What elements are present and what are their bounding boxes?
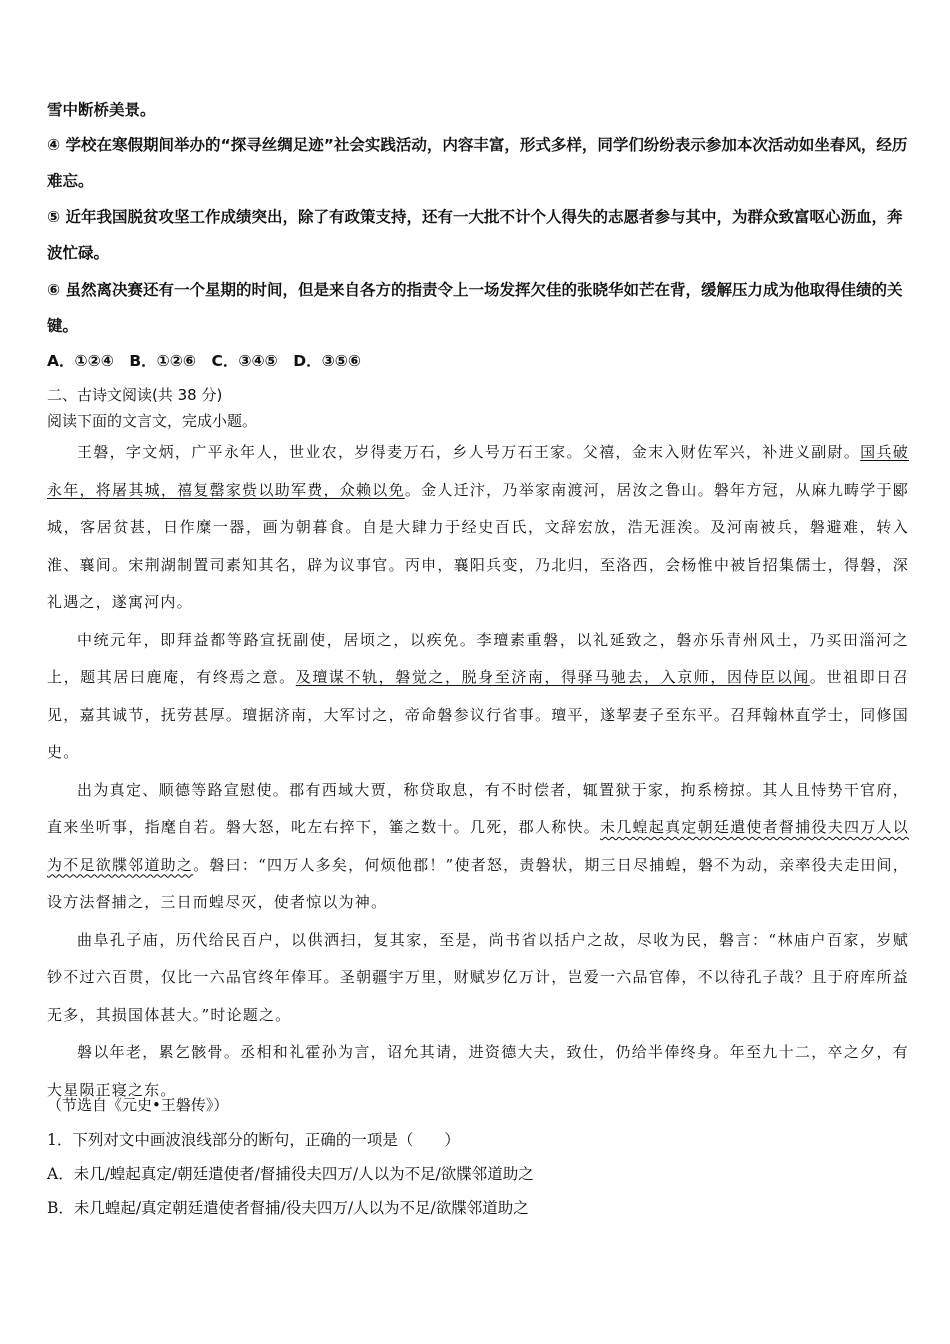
passage-paragraph-4: 曲阜孔子庙，历代给民百户，以供洒扫，复其家，至是，尚书省以括户之故，尽收为民，磐言：“林庙户百家，岁赋钞不过六百贯，仅比一六品官终年俸耳。圣朝疆宇万里，财赋岁亿万计，岂爱一六品官俸，不以待孔子哉？且于府库所益无多，其损国体甚大。”时论题之。 [47, 930, 909, 1024]
p3-text-b: 。磐曰：“四万人多矣，何烦他郡！”使者怒，责磐状，期三日尽捕蝗，磐不为动，亲率役夫走田间，设方法督捕之，三日而蝗尽灭，使者惊以为神。 [47, 855, 909, 911]
p2-underlined-sentence: 及璮谋不轨，磐觉之，脱身至济南，得驿马驰去，入京师，因侍臣以闻 [295, 668, 810, 686]
p2-text-b: 。世祖即日召见，嘉其诚节，抚劳甚厚。璮据济南，大军讨之，帝命磐参议行省事。璮平，遂挈妻子至东平。召拜翰林直学士，同修国史。 [47, 668, 909, 761]
passage-paragraph-2 [47, 622, 909, 772]
passage-paragraph-1 [47, 434, 909, 622]
prev-item-5: ⑤ 近年我国脱贫攻坚工作成绩突出，除了有政策支持，还有一大批不计个人得失的志愿者参与其中，为群众致富呕心沥血，奔波忙碌。 [47, 208, 903, 262]
p1-text-b: 。金人迁汴，乃举家南渡河，居汝之鲁山。磐年方冠，从麻九畴学于郾城，客居贫甚，日作糜一器，画为朝暮食。自是大肆力于经史百氏，文辞宏放，浩无涯涘。及河南被兵，磐避难，转入淮、襄间。宋荆湖制置司素知其名，辟为议事官。丙申，襄阳兵变，乃北归，至洛西，会杨惟中被旨招集儒士，得磐，深礼遇之，遂寓河内。 [47, 480, 909, 611]
passage-source: （节选自《元史•王磐传》） [47, 1096, 229, 1114]
prev-options: A．①②④ B．①②⑥ C．③④⑤ D．③⑤⑥ [47, 352, 362, 370]
passage-paragraph-5: 磐以年老，累乞骸骨。丞相和礼霍孙为言，诏允其请，进资德大夫，致仕，仍给半俸终身。年至九十二，卒之夕，有大星陨正寝之东。 [47, 1043, 909, 1099]
passage-paragraph-3 [47, 772, 909, 922]
p1-underlined-sentence: 国兵破永年，将屠其城，禧复罄家赀以助军费，众赖以免 [47, 443, 909, 499]
p1-text-a: 王磐，字文炳，广平永年人，世业农，岁得麦万石，乡人号万石王家。父禧，金末入财佐军兴，补进义副尉。 [77, 443, 861, 461]
section-title: 二、古诗文阅读(共 38 分) [47, 386, 223, 404]
p3-wavy-sentence: 未几蝗起真定朝廷遣使者督捕役夫四万人以为不足欲牒邻道助之 [47, 818, 909, 874]
p3-text-a: 出为真定、顺德等路宣慰使。郡有西域大贾，称贷取息，有不时偿者，辄置狱于家，拘系榜掠。其人且恃势干官府，直来坐听事，指麾自若。磐大怒，叱左右捽下，箠之数十。几死，郡人称快。 [47, 780, 909, 836]
classical-passage [47, 434, 909, 1109]
prev-item-6: ⑥ 虽然离决赛还有一个星期的时间，但是来自各方的指责令上一场发挥欠佳的张晓华如芒在背，缓解压力成为他取得佳绩的关键。 [47, 281, 903, 335]
prev-item3-continuation: 雪中断桥美景。 [47, 101, 156, 119]
question-1-stem: 1．下列对文中画波浪线部分的断句，正确的一项是（ ） [47, 1131, 460, 1149]
question-1-option-b: B．未几蝗起/真定朝廷遣使者督捕/役夫四万/人以为不足/欲牒邻道助之 [47, 1199, 529, 1217]
section-instruction: 阅读下面的文言文，完成小题。 [47, 412, 258, 430]
prev-item-4: ④ 学校在寒假期间举办的“探寻丝绸足迹”社会实践活动，内容丰富，形式多样，同学们纷纷表示参加本次活动如坐春风，经历难忘。 [47, 136, 908, 190]
p2-text-a: 中统元年，即拜益都等路宣抚副使，居顷之，以疾免。李璮素重磐，以礼延致之，磐亦乐青州风土，乃买田淄河之上，题其居曰鹿庵，有终焉之意。 [47, 630, 909, 686]
question-1-option-a: A．未几/蝗起真定/朝廷遣使者/督捕役夫四万/人以为不足/欲牒邻道助之 [47, 1165, 534, 1183]
